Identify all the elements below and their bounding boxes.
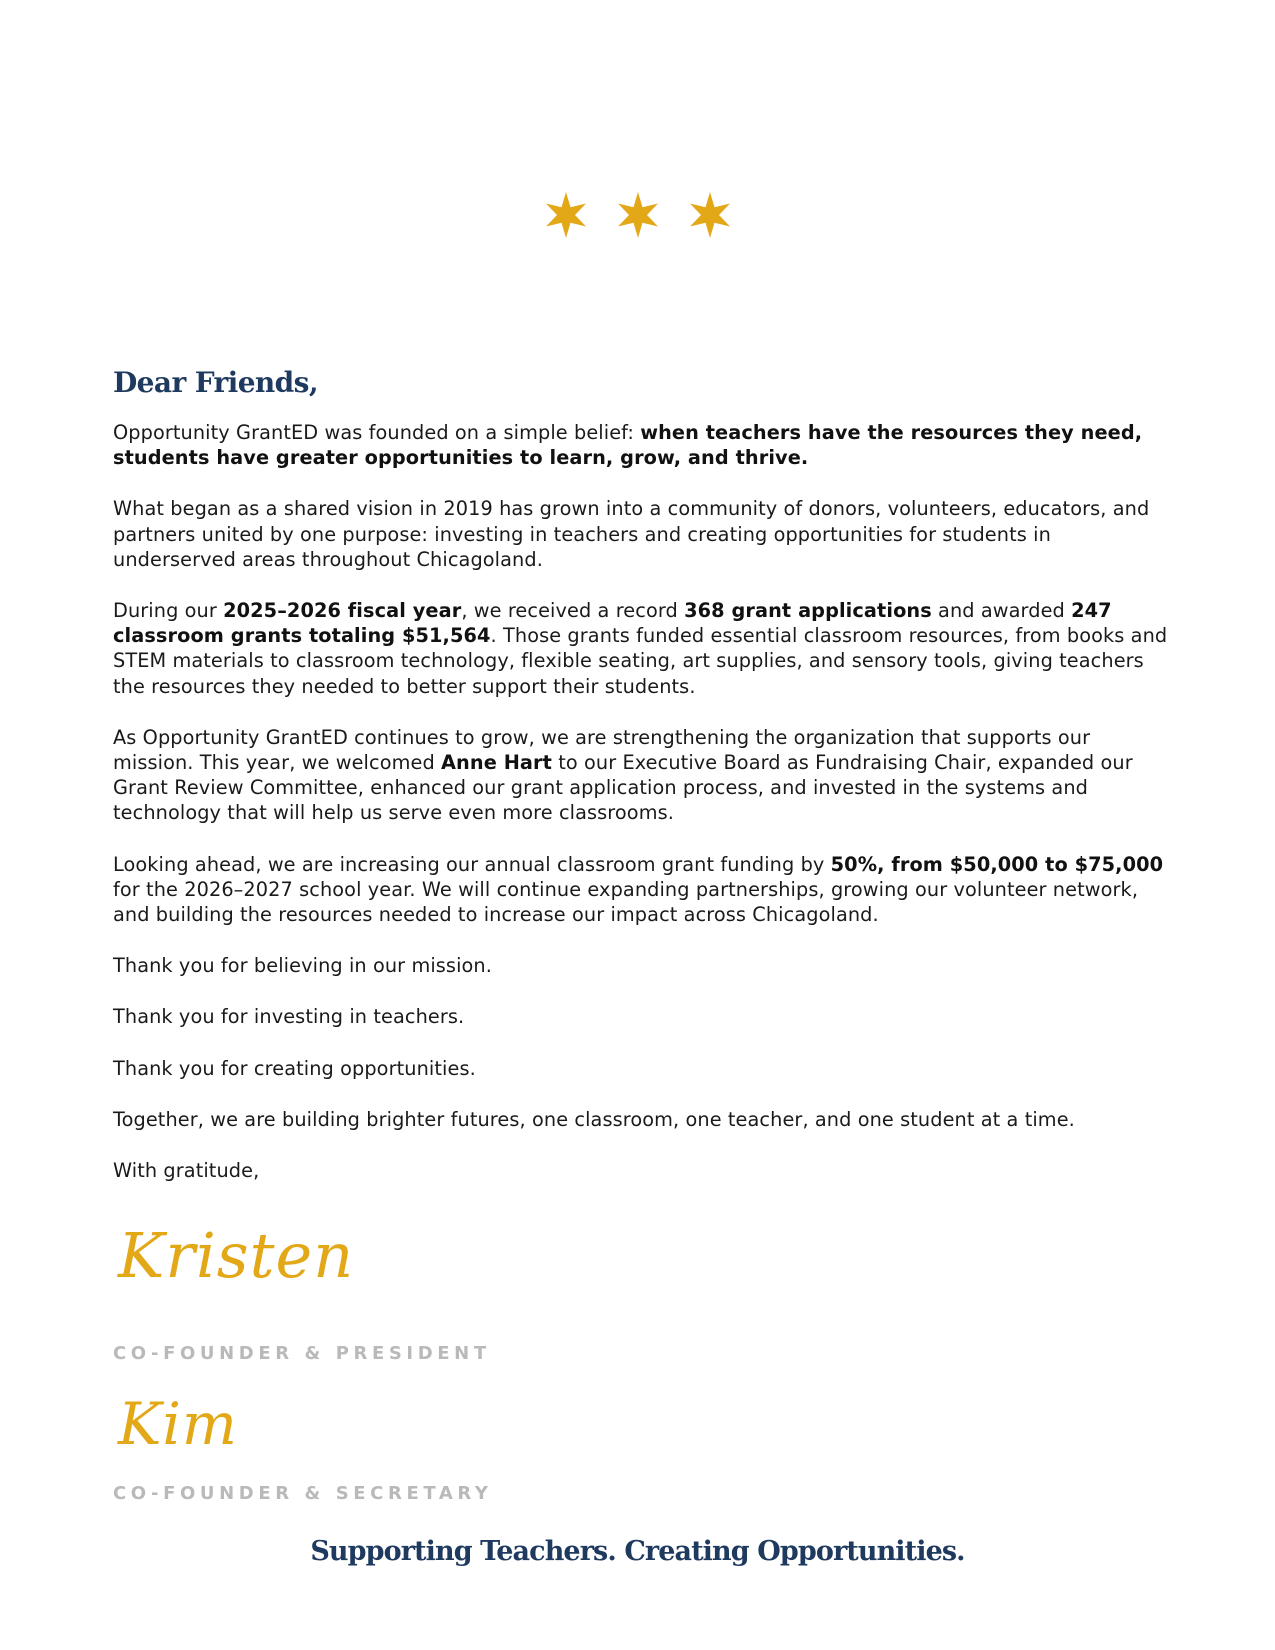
paragraph-text: During our bbox=[113, 599, 224, 623]
footer-tagline: Supporting Teachers. Creating Opportunities. bbox=[310, 1536, 965, 1567]
paragraph-text: to our Executive Board as Fundraising Chair, expanded our Grant Review Committee, enhanced our grant application process, and invested in the systems and technology that will help us serve even more classrooms. bbox=[113, 751, 1133, 825]
paragraph-text: What began as a shared vision in 2019 has grown into a community of donors, volunteers, educators, and partners united by one purpose: investing in teachers and creating opportunities for students in underserved areas throughout Chicagoland. bbox=[113, 497, 1150, 571]
paragraph-founding-belief bbox=[113, 420, 1173, 470]
signer-title-president: CO-FOUNDER & PRESIDENT bbox=[113, 1343, 491, 1364]
paragraph-emphasis: 247 classroom grants totaling $51,564 bbox=[113, 599, 1112, 648]
star-row bbox=[0, 190, 1275, 240]
signer-title-secretary: CO-FOUNDER & SECRETARY bbox=[113, 1483, 493, 1504]
paragraph-growth bbox=[113, 725, 1173, 826]
paragraph-emphasis: 368 grant applications bbox=[684, 599, 932, 623]
paragraph-emphasis: when teachers have the resources they need, students have greater opportunities to learn, grow, and thrive. bbox=[113, 421, 1143, 470]
paragraph-together: Together, we are building brighter futures, one classroom, one teacher, and one student at a time. bbox=[113, 1107, 1075, 1131]
paragraph-fiscal-year bbox=[113, 598, 1173, 699]
paragraph-thanks-teachers: Thank you for investing in teachers. bbox=[113, 1005, 465, 1029]
letter-body bbox=[113, 365, 1173, 1209]
signature-kim: Kim bbox=[118, 1390, 238, 1458]
paragraph-emphasis: Anne Hart bbox=[441, 751, 552, 775]
paragraph-text: for the 2026–2027 school year. We will continue expanding partnerships, growing our volunteer network, and building the resources needed to increase our impact across Chicagoland. bbox=[113, 877, 1139, 927]
signature-kristen: Kristen bbox=[118, 1219, 355, 1292]
star-icon bbox=[613, 190, 663, 240]
paragraph-emphasis: 50%, from $50,000 to $75,000 bbox=[830, 852, 1164, 876]
greeting: Dear Friends, bbox=[113, 366, 318, 399]
paragraph-history bbox=[113, 496, 1173, 572]
paragraph-looking-ahead bbox=[113, 852, 1173, 928]
paragraph-thanks-mission: Thank you for believing in our mission. bbox=[113, 954, 492, 978]
closing: With gratitude, bbox=[113, 1159, 260, 1183]
paragraph-text: and awarded bbox=[931, 599, 1072, 623]
paragraph-thanks-opportunities: Thank you for creating opportunities. bbox=[113, 1056, 476, 1080]
star-icon bbox=[685, 190, 735, 240]
paragraph-text: . Those grants funded essential classroom resources, from books and STEM materials to classroom technology, flexible seating, art supplies, and sensory tools, giving teachers the resources they needed to better support their students. bbox=[113, 624, 1168, 698]
paragraph-text: Looking ahead, we are increasing our annual classroom grant funding by bbox=[113, 852, 831, 876]
paragraph-text: Opportunity GrantED was founded on a simple belief: bbox=[113, 421, 641, 444]
star-icon bbox=[541, 190, 591, 240]
paragraph-text: As Opportunity GrantED continues to grow, we are strengthening the organization that supports our mission. This year, we welcomed bbox=[113, 725, 1091, 775]
paragraph-emphasis: 2025–2026 fiscal year bbox=[223, 599, 462, 623]
paragraph-text: , we received a record bbox=[461, 599, 685, 623]
